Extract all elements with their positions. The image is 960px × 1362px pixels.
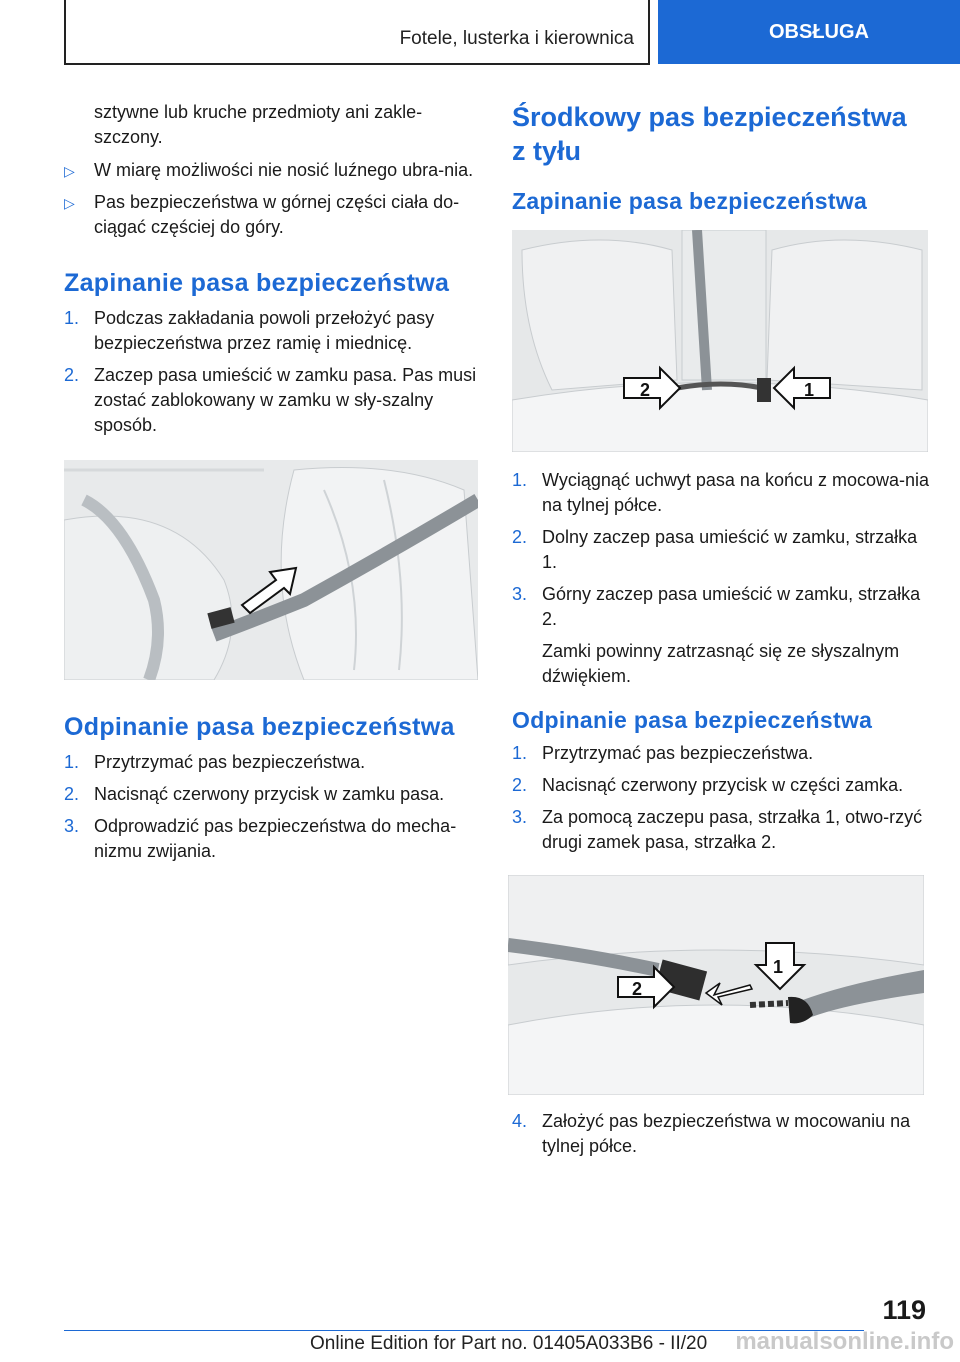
callout-label: 1 <box>773 957 784 977</box>
callout-label: 1 <box>804 380 815 400</box>
step-text: Za pomocą zaczepu pasa, strzałka 1, otwo-rzyć drugi zamek pasa, strzałka 2. <box>542 807 923 852</box>
step-text: Dolny zaczep pasa umieścić w zamku, strzałka 1. <box>542 527 918 572</box>
section-heading-unfasten: Odpinanie pasa bezpieczeństwa <box>64 713 455 741</box>
rear-seat-illustration <box>512 230 928 452</box>
step-text: Założyć pas bezpieczeństwa w mocowaniu na tylnej półce. <box>542 1111 911 1156</box>
step-item <box>64 814 478 864</box>
step-number: 3. <box>512 807 528 827</box>
figure-rear-center-belt-fasten <box>512 230 928 452</box>
seat-illustration <box>64 460 478 680</box>
step-number: 2. <box>512 527 528 547</box>
header-rule <box>64 63 650 65</box>
step-number: 2. <box>512 775 528 795</box>
header-left-edge <box>64 0 66 64</box>
step-item <box>512 468 930 518</box>
header-right-edge <box>648 0 650 64</box>
triangle-right-icon: ▷ <box>64 163 75 179</box>
subsection-heading-unfasten: Odpinanie pasa bezpieczeństwa <box>512 707 873 733</box>
step-item <box>64 363 478 438</box>
step-text: Nacisnąć czerwony przycisk w zamku pasa. <box>94 784 445 804</box>
step-text: Podczas zakładania powoli przełożyć pasy bezpieczeństwa przez ramię i miednicę. <box>94 308 435 353</box>
step-item <box>512 582 930 632</box>
page-number: 119 <box>882 1295 926 1325</box>
step-item <box>512 805 930 855</box>
section-heading-fasten: Zapinanie pasa bezpieczeństwa <box>64 269 450 297</box>
watermark: manualsonline.info <box>735 1328 954 1355</box>
bullet-text: W miarę możliwości nie nosić luźnego ubra-nia. <box>94 160 474 180</box>
section-title: Fotele, lusterka i kierownica <box>399 28 634 49</box>
step-text: Górny zaczep pasa umieścić w zamku, strzałka 2. <box>542 584 921 629</box>
chapter-tab[interactable]: OBSŁUGA <box>658 0 960 64</box>
step-item <box>64 750 478 775</box>
main-heading: Środkowy pas bezpieczeństwa z tyłu <box>512 102 907 166</box>
left-column <box>64 100 478 871</box>
step-text: Przytrzymać pas bezpieczeństwa. <box>94 752 366 772</box>
step-number: 4. <box>512 1111 528 1131</box>
step-item <box>64 306 478 356</box>
step-item <box>512 1109 930 1159</box>
right-column <box>512 100 930 1166</box>
step-number: 2. <box>64 365 80 385</box>
step-text: Przytrzymać pas bezpieczeństwa. <box>542 743 814 763</box>
buckle-illustration <box>508 875 924 1095</box>
step-text: Nacisnąć czerwony przycisk w części zamka. <box>542 775 904 795</box>
figure-rear-center-belt-release <box>508 875 924 1095</box>
step-item <box>512 741 930 766</box>
intro-continuation: sztywne lub kruche przedmioty ani zakle-szczony. <box>94 102 423 147</box>
step-text: Wyciągnąć uchwyt pasa na końcu z mocowa-nia na tylnej półce. <box>542 470 930 515</box>
step-number: 3. <box>64 816 80 836</box>
callout-label: 2 <box>640 380 651 400</box>
step-number: 3. <box>512 584 528 604</box>
bullet-item <box>64 190 478 240</box>
step-number: 1. <box>512 470 528 490</box>
fasten-note: Zamki powinny zatrzasnąć się ze słyszalnym dźwiękiem. <box>542 641 900 686</box>
figure-front-seat-belt <box>64 460 478 680</box>
bullet-item <box>64 158 478 183</box>
step-text: Odprowadzić pas bezpieczeństwa do mecha-nizmu zwijania. <box>94 816 457 861</box>
step-item <box>512 525 930 575</box>
step-text: Zaczep pasa umieścić w zamku pasa. Pas musi zostać zablokowany w zamku w sły-szalny sposób. <box>94 365 477 435</box>
step-number: 1. <box>512 743 528 763</box>
subsection-heading-fasten: Zapinanie pasa bezpieczeństwa <box>512 188 868 214</box>
step-item <box>64 782 478 807</box>
edition-footer: Online Edition for Part no. 01405A033B6 - II/20 <box>310 1333 708 1354</box>
triangle-right-icon: ▷ <box>64 195 75 211</box>
step-number: 1. <box>64 752 80 772</box>
callout-label: 2 <box>632 979 643 999</box>
step-number: 1. <box>64 308 80 328</box>
bullet-text: Pas bezpieczeństwa w górnej części ciała do-ciągać częściej do góry. <box>94 192 460 237</box>
step-number: 2. <box>64 784 80 804</box>
step-item <box>512 773 930 798</box>
